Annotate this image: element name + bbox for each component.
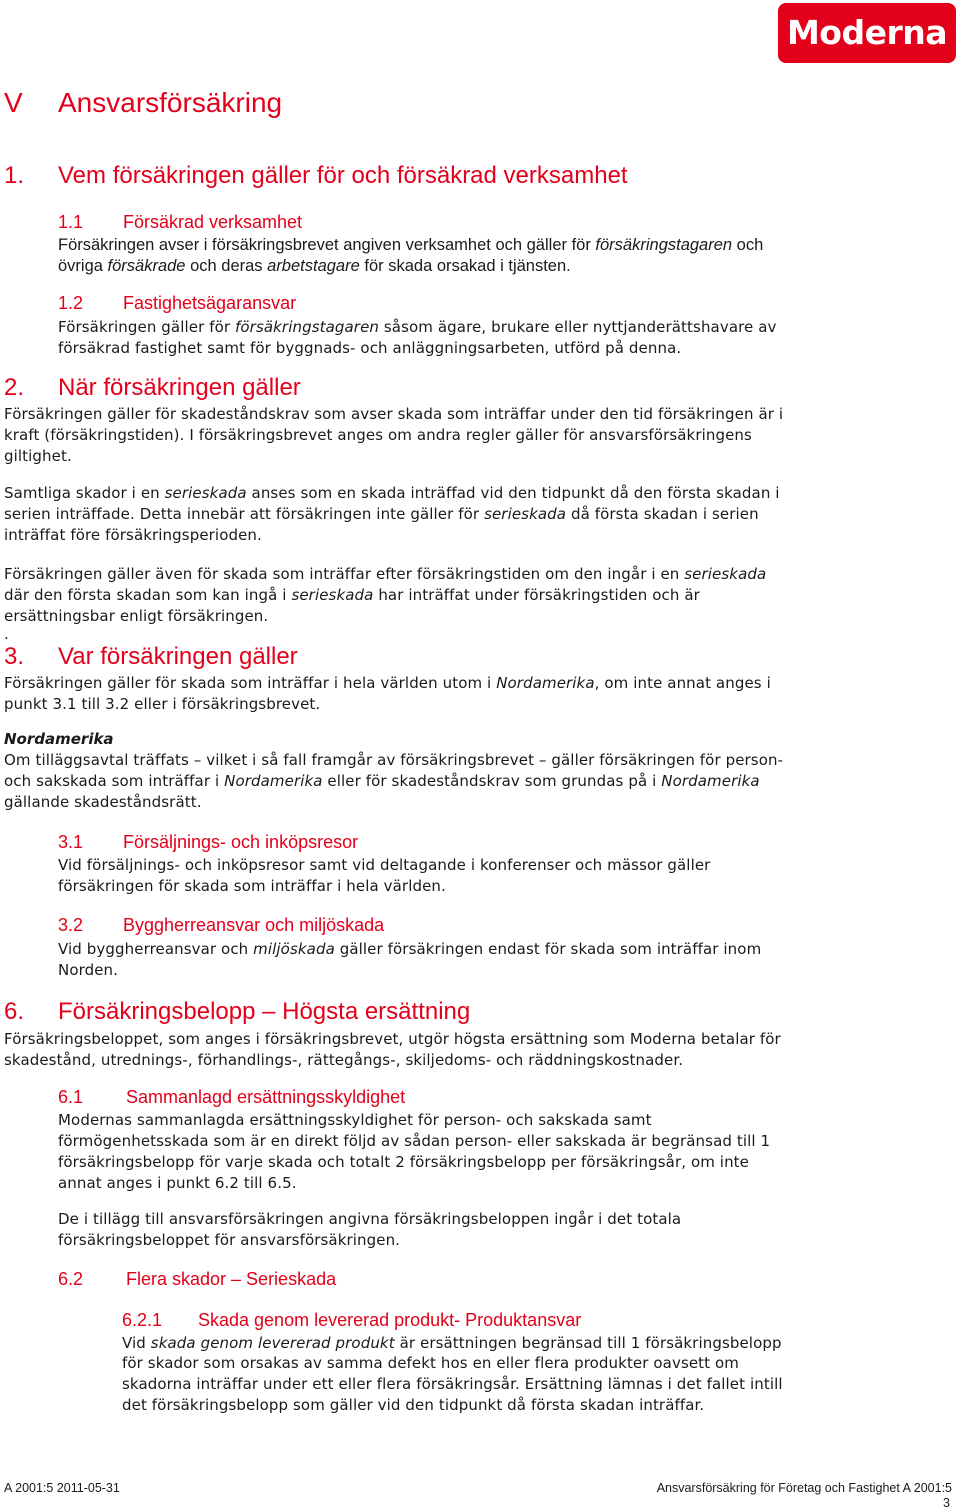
section-6-number: 6. (4, 998, 25, 1025)
section-3-line-2: punkt 3.1 till 3.2 eller i försäkringsbrevet. (4, 695, 321, 713)
nordamerika-line-3: gällande skadeståndsrätt. (4, 793, 202, 811)
section-6-1-p1-line-2: förmögenhetsskada som är en direkt följd av sådan person- eller sakskada är begränsad till 1 (58, 1132, 771, 1150)
section-6-1-number: 6.1 (58, 1087, 84, 1107)
footer-left: A 2001:5 2011-05-31 (4, 1481, 120, 1495)
section-1-2-line-1: Försäkringen gäller för försäkringstagaren såsom ägare, brukare eller nyttjanderättshavare av (58, 318, 777, 336)
section-1-2-title: Fastighetsägaransvar (123, 293, 297, 313)
footer-right: Ansvarsförsäkring för Företag och Fastighet A 2001:5 (656, 1481, 952, 1495)
section-3-2-line-2: Norden. (58, 961, 119, 979)
section-1-2-line-2: försäkrad fastighet samt för byggnads- och anläggningsarbeten, utförd på denna. (58, 339, 682, 357)
chapter-number: V (4, 87, 23, 118)
section-3-1-title: Försäljnings- och inköpsresor (123, 832, 359, 852)
section-2-p1-line-2: kraft (försäkringstiden). I försäkringsbrevet anges om andra regler gäller för ansvarsförsäkringens (4, 426, 752, 444)
section-1-2-number: 1.2 (58, 293, 84, 313)
section-6-2-1-title: Skada genom levererad produkt- Produktansvar (198, 1310, 582, 1330)
section-6-1-p1-line-1: Modernas sammanlagda ersättningsskyldighet för person- och sakskada samt (58, 1111, 652, 1129)
section-1-1-line-1: Försäkringen avser i försäkringsbrevet angiven verksamhet och gäller för försäkringstagaren och (58, 236, 764, 254)
section-6-2-1-line-1: Vid skada genom levererad produkt är ersättningen begränsad till 1 försäkringsbelopp (122, 1334, 782, 1352)
section-2-p3-line-1: Försäkringen gäller även för skada som inträffar efter försäkringstiden om den ingår i en serieskada (4, 565, 767, 583)
section-3-number: 3. (4, 643, 25, 670)
section-2-number: 2. (4, 374, 25, 401)
section-3-1-number: 3.1 (58, 832, 84, 852)
section-2-p3-line-2: där den första skadan som kan ingå i serieskada har inträffat under försäkringstiden och är (4, 586, 700, 604)
section-6-1-p2-line-1: De i tillägg till ansvarsförsäkringen angivna försäkringsbeloppen ingår i det totala (58, 1210, 682, 1228)
section-3-2-title: Byggherreansvar och miljöskada (123, 915, 385, 935)
section-3-1-line-2: försäkringen för skada som inträffar i hela världen. (58, 877, 446, 895)
section-3-2-line-1: Vid byggherreansvar och miljöskada gäller försäkringen endast för skada som inträffar inom (58, 940, 762, 958)
section-6-title: Försäkringsbelopp – Högsta ersättning (58, 998, 471, 1025)
section-1-number: 1. (4, 162, 25, 189)
section-2-p1-line-1: Försäkringen gäller för skadeståndskrav som avser skada som inträffar under den tid försäkringen är i (4, 405, 784, 423)
section-6-1-p1-line-3: försäkringsbelopp för varje skada och totalt 2 försäkringsbelopp per försäkringsår, om inte (58, 1153, 749, 1171)
section-6-2-number: 6.2 (58, 1269, 84, 1289)
section-6-1-title: Sammanlagd ersättningsskyldighet (126, 1087, 406, 1107)
section-1-title: Vem försäkringen gäller för och försäkrad verksamhet (58, 162, 628, 189)
nordamerika-heading: Nordamerika (4, 730, 114, 748)
section-1-1-line-2: övriga försäkrade och deras arbetstagare för skada orsakad i tjänsten. (58, 257, 571, 275)
section-3-2-number: 3.2 (58, 915, 84, 935)
section-2-p2-line-1: Samtliga skador i en serieskada anses som en skada inträffad vid den tidpunkt då den första skadan i (4, 484, 780, 502)
section-2-p1-line-3: giltighet. (4, 447, 72, 465)
nordamerika-line-2: och sakskada som inträffar i Nordamerika eller för skadeståndskrav som grundas på i Nordamerika (4, 772, 760, 790)
section-2-p3-line-3: ersättningsbar enligt försäkringen. (4, 607, 269, 625)
section-2-p2-line-3: inträffat före försäkringsperioden. (4, 526, 262, 544)
section-6-line-1: Försäkringsbeloppet, som anges i försäkringsbrevet, utgör högsta ersättning som Moderna betalar för (4, 1030, 781, 1048)
section-6-1-p2-line-2: försäkringsbeloppet för ansvarsförsäkringen. (58, 1231, 401, 1249)
section-6-2-1-line-4: det försäkringsbelopp som gäller vid den tidpunkt då första skadan inträffar. (122, 1396, 705, 1414)
section-6-1-p1-line-4: annat anges i punkt 6.2 till 6.5. (58, 1174, 297, 1192)
section-6-2-title: Flera skador – Serieskada (126, 1269, 337, 1289)
section-6-2-1-number: 6.2.1 (122, 1310, 163, 1330)
nordamerika-line-1: Om tilläggsavtal träffats – vilket i så fall framgår av försäkringsbrevet – gäller försäkringen för person- (4, 751, 784, 769)
section-3-line-1: Försäkringen gäller för skada som inträffar i hela världen utom i Nordamerika, om inte annat anges i (4, 674, 771, 692)
section-1-1-title: Försäkrad verksamhet (123, 212, 303, 232)
section-6-line-2: skadestånd, utrednings-, förhandlings-, rättegångs-, skiljedoms- och räddningskostnader. (4, 1051, 684, 1069)
page-number: 3 (943, 1496, 950, 1510)
section-3-1-line-1: Vid försäljnings- och inköpsresor samt vid deltagande i konferenser och mässor gäller (58, 856, 711, 874)
section-2-title: När försäkringen gäller (58, 374, 301, 401)
moderna-logo: Moderna (778, 3, 956, 63)
section-2-stray-dot: . (4, 625, 9, 643)
section-6-2-1-line-3: skadorna inträffar under ett eller flera försäkringsår. Ersättning lämnas i det fallet intill (122, 1375, 783, 1393)
section-6-2-1-line-2: för skador som orsakas av samma defekt hos en eller flera produkter oavsett om (122, 1354, 740, 1372)
section-3-title: Var försäkringen gäller (58, 643, 298, 670)
section-2-p2-line-2: serien inträffade. Detta innebär att försäkringen inte gäller för serieskada då första skadan i serien (4, 505, 759, 523)
chapter-title: Ansvarsförsäkring (58, 87, 283, 118)
section-1-1-number: 1.1 (58, 212, 84, 232)
